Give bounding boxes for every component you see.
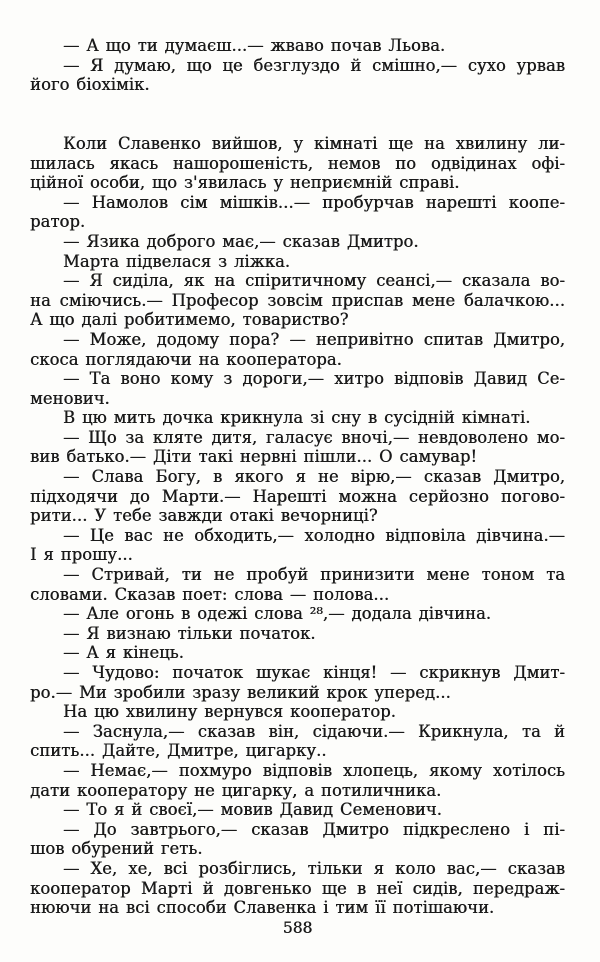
text-line: шилась якась нашорошеність, немов по одвідинах офі- (30, 153, 565, 173)
text-line: — Стривай, ти не пробуй принизити мене тоном та (63, 565, 565, 585)
text-line: На цю хвилину вернувся кооператор. (63, 702, 396, 722)
text-line: — Намолов сім мішків...— пробурчав нарешті коопе- (63, 192, 565, 212)
text-line: на сміючись.— Професор зовсім приспав мене балачкою... (30, 290, 565, 310)
text-line: ро.— Ми зробили зразу великий крок уперед... (30, 682, 451, 702)
paragraph-block (30, 36, 565, 95)
text-line: рити... У тебе завжди отакі вечорниці? (30, 506, 378, 526)
text-line: його біохімік. (30, 75, 150, 95)
text-line: — Заснула,— сказав він, сідаючи.— Крикнула, та й (63, 721, 565, 741)
text-line: скоса поглядаючи на кооператора. (30, 349, 342, 369)
text-line: нюючи на всі способи Славенка і тим її потішаючи. (30, 898, 495, 918)
text-line: — А що ти думаєш...— жваво почав Льова. (63, 36, 446, 55)
text-line: — Що за кляте дитя, галасує вночі,— невдоволено мо- (63, 427, 565, 447)
text-line: Марта підвелася з ліжка. (63, 251, 291, 271)
text-line: — Я думаю, що це безглуздо й смішно,— сухо урвав (63, 55, 565, 75)
text-line: — Хе, хе, всі розбіглись, тільки я коло вас,— сказав (63, 858, 565, 878)
text-line: А що далі робитимемо, товариство? (30, 310, 349, 330)
text-line: вив батько.— Діти такі нервні пішли... О самувар! (30, 447, 478, 467)
text-line: І я прошу... (30, 545, 133, 565)
page-text-block (30, 36, 565, 918)
text-line: — Язика доброго має,— сказав Дмитро. (63, 231, 419, 251)
text-line: — Слава Богу, в якого я не вірю,— сказав Дмитро, (63, 467, 565, 487)
text-line: — Це вас не обходить,— холодно відповіла дівчина.— (63, 525, 565, 545)
text-line: кооператор Марті й довгенько ще в неї сидів, передраж- (30, 878, 565, 898)
text-line: — Я сиділа, як на спіритичному сеансі,— сказала во- (63, 271, 565, 291)
text-line: — До завтрього,— сказав Дмитро підкреслено і пі- (63, 819, 565, 839)
text-line: Коли Славенко вийшов, у кімнаті ще на хвилину ли- (63, 133, 565, 153)
paragraph-block (30, 134, 565, 918)
text-line: ційної особи, що з'явилась у неприємній справі. (30, 173, 460, 193)
text-line: — Чудово: початок шукає кінця! — скрикнув Дмит- (63, 663, 565, 682)
text-line: шов обурений геть. (30, 839, 203, 859)
text-line: — Але огонь в одежі слова ²⁸,— додала дівчина. (63, 604, 492, 624)
text-line: — А я кінець. (63, 643, 184, 663)
text-line: — Та воно кому з дороги,— хитро відповів Давид Се- (63, 369, 565, 389)
text-line: спить... Дайте, Дмитре, цигарку.. (30, 741, 327, 761)
text-line: — Я визнаю тільки початок. (63, 623, 316, 643)
text-line: — Може, додому пора? — непривітно спитав Дмитро, (63, 329, 565, 349)
text-line: менович. (30, 388, 110, 408)
text-line: підходячи до Марти.— Нарешті можна серйозно погово- (30, 486, 565, 506)
text-line: ратор. (30, 212, 86, 232)
text-line: словами. Сказав поет: слова — полова... (30, 584, 390, 604)
text-line: В цю мить дочка крикнула зі сну в сусідній кімнаті. (63, 408, 531, 428)
text-line: — То я й своєї,— мовив Давид Семенович. (63, 800, 442, 820)
text-line: дати кооператору не цигарку, а потиличника. (30, 780, 442, 800)
page-number: 588 (282, 919, 313, 937)
text-line: — Немає,— похмуро відповів хлопець, якому хотілось (63, 760, 565, 780)
